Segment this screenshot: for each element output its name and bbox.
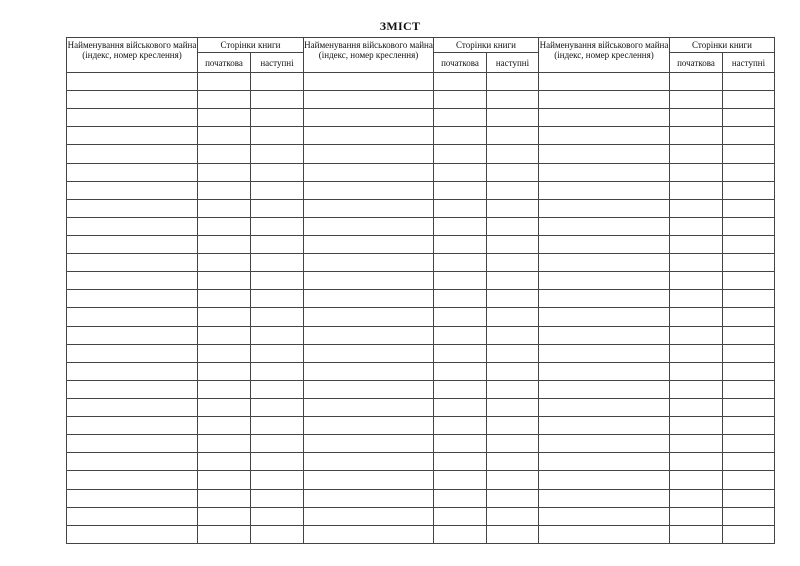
table-cell[interactable]: [539, 525, 670, 543]
table-cell[interactable]: [251, 127, 304, 145]
table-cell[interactable]: [198, 326, 251, 344]
table-cell[interactable]: [487, 290, 539, 308]
table-cell[interactable]: [67, 109, 198, 127]
table-cell[interactable]: [487, 525, 539, 543]
table-cell[interactable]: [539, 489, 670, 507]
table-cell[interactable]: [304, 109, 434, 127]
table-cell[interactable]: [198, 308, 251, 326]
table-row: [67, 199, 775, 217]
table-cell[interactable]: [67, 254, 198, 272]
table-row: [67, 235, 775, 253]
table-cell[interactable]: [434, 163, 487, 181]
table-cell[interactable]: [539, 435, 670, 453]
table-cell[interactable]: [434, 290, 487, 308]
column-header-name: Найменування військового майна (індекс, номер креслення): [539, 38, 670, 73]
table-cell[interactable]: [723, 290, 775, 308]
table-cell[interactable]: [723, 344, 775, 362]
table-cell[interactable]: [539, 235, 670, 253]
table-cell[interactable]: [67, 507, 198, 525]
table-cell[interactable]: [487, 380, 539, 398]
table-cell[interactable]: [487, 471, 539, 489]
table-cell[interactable]: [487, 235, 539, 253]
table-cell[interactable]: [304, 525, 434, 543]
table-cell[interactable]: [251, 471, 304, 489]
table-cell[interactable]: [487, 217, 539, 235]
column-header-pages: Сторінки книги: [198, 38, 304, 53]
table-cell[interactable]: [723, 435, 775, 453]
table-cell[interactable]: [304, 326, 434, 344]
table-cell[interactable]: [304, 254, 434, 272]
table-cell[interactable]: [670, 435, 723, 453]
table-cell[interactable]: [670, 272, 723, 290]
table-row: [67, 217, 775, 235]
table-cell[interactable]: [198, 507, 251, 525]
table-cell[interactable]: [670, 91, 723, 109]
table-cell[interactable]: [670, 344, 723, 362]
table-cell[interactable]: [434, 308, 487, 326]
table-cell[interactable]: [198, 145, 251, 163]
table-cell[interactable]: [251, 272, 304, 290]
table-cell[interactable]: [67, 181, 198, 199]
column-header-pages: Сторінки книги: [670, 38, 775, 53]
table-cell[interactable]: [670, 217, 723, 235]
table-cell[interactable]: [304, 73, 434, 91]
table-cell[interactable]: [723, 417, 775, 435]
column-header-initial: початкова: [670, 53, 723, 73]
table-cell[interactable]: [251, 362, 304, 380]
table-cell[interactable]: [723, 362, 775, 380]
table-cell[interactable]: [670, 507, 723, 525]
table-cell[interactable]: [723, 235, 775, 253]
table-body: [67, 73, 775, 544]
table-cell[interactable]: [198, 163, 251, 181]
table-cell[interactable]: [670, 163, 723, 181]
table-cell[interactable]: [304, 489, 434, 507]
table-row: [67, 326, 775, 344]
table-cell[interactable]: [487, 417, 539, 435]
table-cell[interactable]: [487, 91, 539, 109]
table-cell[interactable]: [670, 199, 723, 217]
column-header-name: Найменування військового майна (індекс, номер креслення): [304, 38, 434, 73]
table-cell[interactable]: [251, 145, 304, 163]
table-cell[interactable]: [723, 471, 775, 489]
table-cell[interactable]: [198, 471, 251, 489]
table-cell[interactable]: [539, 453, 670, 471]
table-cell[interactable]: [723, 453, 775, 471]
table-cell[interactable]: [67, 290, 198, 308]
table-cell[interactable]: [539, 417, 670, 435]
table-cell[interactable]: [670, 398, 723, 416]
table-cell[interactable]: [434, 435, 487, 453]
table-cell[interactable]: [198, 73, 251, 91]
table-cell[interactable]: [487, 489, 539, 507]
table-cell[interactable]: [539, 217, 670, 235]
table-cell[interactable]: [723, 308, 775, 326]
column-header-initial: початкова: [434, 53, 487, 73]
table-cell[interactable]: [434, 145, 487, 163]
column-header-initial: початкова: [198, 53, 251, 73]
table-cell[interactable]: [198, 362, 251, 380]
table-cell[interactable]: [67, 362, 198, 380]
table-cell[interactable]: [251, 525, 304, 543]
table-cell[interactable]: [251, 507, 304, 525]
table-cell[interactable]: [251, 398, 304, 416]
table-cell[interactable]: [67, 308, 198, 326]
table-cell[interactable]: [539, 145, 670, 163]
table-row: [67, 435, 775, 453]
table-cell[interactable]: [670, 417, 723, 435]
document-title: ЗМІСТ: [379, 19, 421, 33]
table-cell[interactable]: [67, 453, 198, 471]
column-header-next: наступні: [723, 53, 775, 73]
column-header-name: Найменування військового майна (індекс, номер креслення): [67, 38, 198, 73]
table-cell[interactable]: [723, 163, 775, 181]
table-cell[interactable]: [434, 362, 487, 380]
table-cell[interactable]: [251, 235, 304, 253]
table-cell[interactable]: [198, 435, 251, 453]
table-cell[interactable]: [251, 217, 304, 235]
table-cell[interactable]: [304, 344, 434, 362]
table-cell[interactable]: [539, 163, 670, 181]
table-cell[interactable]: [198, 380, 251, 398]
table-cell[interactable]: [539, 326, 670, 344]
table-cell[interactable]: [434, 453, 487, 471]
table-cell[interactable]: [251, 109, 304, 127]
table-cell[interactable]: [539, 272, 670, 290]
table-cell[interactable]: [434, 127, 487, 145]
table-row: [67, 417, 775, 435]
table-cell[interactable]: [198, 344, 251, 362]
table-cell[interactable]: [67, 163, 198, 181]
table-cell[interactable]: [304, 380, 434, 398]
table-cell[interactable]: [304, 181, 434, 199]
table-cell[interactable]: [67, 489, 198, 507]
table-cell[interactable]: [487, 145, 539, 163]
table-cell[interactable]: [304, 417, 434, 435]
table-cell[interactable]: [67, 217, 198, 235]
table-cell[interactable]: [198, 453, 251, 471]
table-cell[interactable]: [434, 417, 487, 435]
table-cell[interactable]: [251, 326, 304, 344]
table-row: [67, 308, 775, 326]
table-cell[interactable]: [723, 489, 775, 507]
table-cell[interactable]: [304, 435, 434, 453]
table-cell[interactable]: [539, 109, 670, 127]
table-row: [67, 254, 775, 272]
table-cell[interactable]: [198, 417, 251, 435]
table-cell[interactable]: [251, 435, 304, 453]
table-cell[interactable]: [434, 525, 487, 543]
table-cell[interactable]: [487, 326, 539, 344]
table-cell[interactable]: [539, 362, 670, 380]
table-cell[interactable]: [434, 254, 487, 272]
table-cell[interactable]: [198, 525, 251, 543]
table-cell[interactable]: [723, 145, 775, 163]
column-header-next: наступні: [487, 53, 539, 73]
table-cell[interactable]: [670, 127, 723, 145]
table-cell[interactable]: [67, 199, 198, 217]
table-cell[interactable]: [304, 507, 434, 525]
table-cell[interactable]: [487, 127, 539, 145]
table-cell[interactable]: [67, 272, 198, 290]
table-cell[interactable]: [434, 398, 487, 416]
table-cell[interactable]: [304, 290, 434, 308]
table-cell[interactable]: [251, 380, 304, 398]
table-cell[interactable]: [723, 217, 775, 235]
table-cell[interactable]: [539, 507, 670, 525]
table-row: [67, 525, 775, 543]
table-row: [67, 380, 775, 398]
table-cell[interactable]: [670, 380, 723, 398]
table-cell[interactable]: [670, 308, 723, 326]
table-cell[interactable]: [67, 145, 198, 163]
table-cell[interactable]: [304, 217, 434, 235]
table-cell[interactable]: [67, 127, 198, 145]
table-cell[interactable]: [67, 235, 198, 253]
table-cell[interactable]: [198, 290, 251, 308]
table-cell[interactable]: [67, 435, 198, 453]
table-cell[interactable]: [539, 199, 670, 217]
table-cell[interactable]: [434, 272, 487, 290]
table-cell[interactable]: [251, 163, 304, 181]
table-cell[interactable]: [67, 398, 198, 416]
table-cell[interactable]: [434, 235, 487, 253]
table-row: [67, 453, 775, 471]
table-cell[interactable]: [251, 453, 304, 471]
table-cell[interactable]: [434, 109, 487, 127]
table-cell[interactable]: [304, 453, 434, 471]
table-cell[interactable]: [198, 109, 251, 127]
table-cell[interactable]: [670, 109, 723, 127]
table-cell[interactable]: [434, 181, 487, 199]
table-cell[interactable]: [198, 127, 251, 145]
table-cell[interactable]: [670, 145, 723, 163]
table-cell[interactable]: [670, 254, 723, 272]
table-cell[interactable]: [723, 525, 775, 543]
table-cell[interactable]: [251, 489, 304, 507]
table-cell[interactable]: [487, 163, 539, 181]
table-cell[interactable]: [251, 254, 304, 272]
table-cell[interactable]: [198, 199, 251, 217]
table-cell[interactable]: [487, 344, 539, 362]
table-cell[interactable]: [670, 362, 723, 380]
table-cell[interactable]: [539, 308, 670, 326]
table-cell[interactable]: [723, 181, 775, 199]
table-cell[interactable]: [304, 308, 434, 326]
table-cell[interactable]: [434, 507, 487, 525]
table-cell[interactable]: [198, 272, 251, 290]
table-row: [67, 181, 775, 199]
table-cell[interactable]: [251, 91, 304, 109]
table-row: [67, 91, 775, 109]
table-cell[interactable]: [487, 507, 539, 525]
table-cell[interactable]: [539, 344, 670, 362]
table-cell[interactable]: [539, 471, 670, 489]
header-row-1: [67, 38, 775, 53]
table-cell[interactable]: [251, 344, 304, 362]
table-cell[interactable]: [670, 73, 723, 91]
table-cell[interactable]: [304, 272, 434, 290]
table-cell[interactable]: [723, 272, 775, 290]
table-cell[interactable]: [67, 344, 198, 362]
table-cell[interactable]: [723, 326, 775, 344]
table-cell[interactable]: [539, 290, 670, 308]
table-row: [67, 362, 775, 380]
table-cell[interactable]: [304, 127, 434, 145]
table-cell[interactable]: [487, 109, 539, 127]
table-cell[interactable]: [539, 398, 670, 416]
table-cell[interactable]: [670, 326, 723, 344]
table-cell[interactable]: [434, 380, 487, 398]
table-cell[interactable]: [670, 489, 723, 507]
table-cell[interactable]: [434, 471, 487, 489]
table-cell[interactable]: [723, 199, 775, 217]
table-cell[interactable]: [487, 272, 539, 290]
table-cell[interactable]: [723, 127, 775, 145]
table-cell[interactable]: [251, 181, 304, 199]
table-cell[interactable]: [67, 91, 198, 109]
table-cell[interactable]: [434, 73, 487, 91]
table-row: [67, 109, 775, 127]
table-row: [67, 290, 775, 308]
table-cell[interactable]: [198, 91, 251, 109]
table-cell[interactable]: [487, 199, 539, 217]
table-cell[interactable]: [539, 127, 670, 145]
table-cell[interactable]: [304, 362, 434, 380]
table-cell[interactable]: [539, 91, 670, 109]
table-cell[interactable]: [434, 344, 487, 362]
table-cell[interactable]: [198, 398, 251, 416]
table-cell[interactable]: [434, 489, 487, 507]
table-row: [67, 163, 775, 181]
table-cell[interactable]: [487, 73, 539, 91]
table-row: [67, 73, 775, 91]
table-cell[interactable]: [539, 181, 670, 199]
table-cell[interactable]: [723, 507, 775, 525]
table-cell[interactable]: [670, 471, 723, 489]
table-cell[interactable]: [251, 417, 304, 435]
table-cell[interactable]: [723, 109, 775, 127]
table-cell[interactable]: [198, 181, 251, 199]
table-cell[interactable]: [198, 235, 251, 253]
table-row: [67, 145, 775, 163]
table-cell[interactable]: [67, 326, 198, 344]
table-cell[interactable]: [434, 91, 487, 109]
table-cell[interactable]: [539, 254, 670, 272]
column-header-pages: Сторінки книги: [434, 38, 539, 53]
table-cell[interactable]: [251, 199, 304, 217]
table-cell[interactable]: [304, 163, 434, 181]
table-cell[interactable]: [723, 91, 775, 109]
table-cell[interactable]: [723, 73, 775, 91]
table-cell[interactable]: [539, 380, 670, 398]
table-cell[interactable]: [434, 199, 487, 217]
table-cell[interactable]: [251, 290, 304, 308]
table-cell[interactable]: [670, 453, 723, 471]
table-cell[interactable]: [670, 525, 723, 543]
contents-table: [66, 37, 775, 544]
table-cell[interactable]: [434, 326, 487, 344]
table-cell[interactable]: [67, 73, 198, 91]
table-cell[interactable]: [487, 254, 539, 272]
table-cell[interactable]: [304, 235, 434, 253]
table-cell[interactable]: [198, 489, 251, 507]
table-row: [67, 272, 775, 290]
table-cell[interactable]: [487, 398, 539, 416]
table-row: [67, 344, 775, 362]
table-cell[interactable]: [304, 471, 434, 489]
table-cell[interactable]: [67, 471, 198, 489]
table-cell[interactable]: [670, 181, 723, 199]
table-cell[interactable]: [487, 308, 539, 326]
table-cell[interactable]: [539, 73, 670, 91]
table-cell[interactable]: [304, 91, 434, 109]
table-cell[interactable]: [487, 435, 539, 453]
table-cell[interactable]: [251, 73, 304, 91]
table-cell[interactable]: [251, 308, 304, 326]
table-cell[interactable]: [723, 380, 775, 398]
table-cell[interactable]: [198, 254, 251, 272]
table-cell[interactable]: [487, 362, 539, 380]
table-cell[interactable]: [304, 145, 434, 163]
table-cell[interactable]: [67, 417, 198, 435]
table-cell[interactable]: [487, 453, 539, 471]
table-cell[interactable]: [67, 525, 198, 543]
table-cell[interactable]: [723, 254, 775, 272]
table-cell[interactable]: [670, 290, 723, 308]
table-row: [67, 471, 775, 489]
table-row: [67, 398, 775, 416]
table-cell[interactable]: [487, 181, 539, 199]
column-header-next: наступні: [251, 53, 304, 73]
table-row: [67, 127, 775, 145]
table-cell[interactable]: [670, 235, 723, 253]
table-cell[interactable]: [723, 398, 775, 416]
table-row: [67, 489, 775, 507]
table-cell[interactable]: [198, 217, 251, 235]
table-cell[interactable]: [67, 380, 198, 398]
table-cell[interactable]: [304, 199, 434, 217]
table-row: [67, 507, 775, 525]
table-cell[interactable]: [434, 217, 487, 235]
table-cell[interactable]: [304, 398, 434, 416]
